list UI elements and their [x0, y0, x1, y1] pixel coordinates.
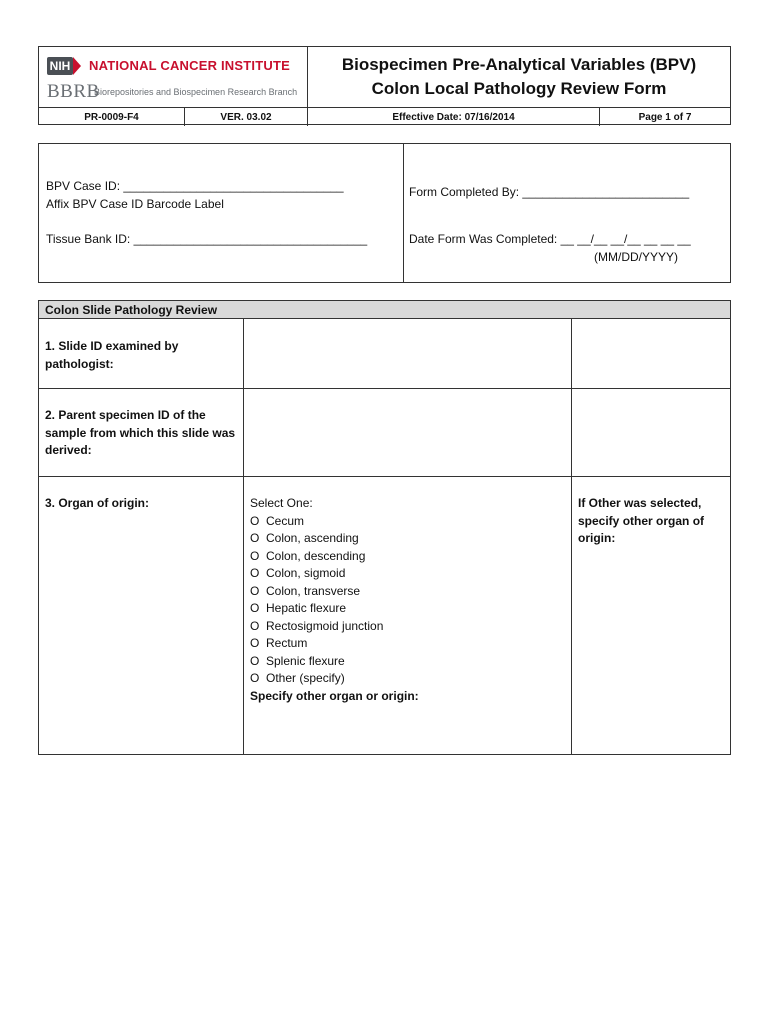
organ-option-cecum[interactable]: [250, 513, 565, 531]
info-divider: [403, 144, 404, 282]
bpv-case-id-field[interactable]: BPV Case ID: _________________________________: [46, 179, 344, 193]
doc-version: VER. 03.02: [185, 108, 308, 126]
tissue-bank-id-field[interactable]: Tissue Bank ID: ___________________________________: [46, 232, 368, 246]
slide-id-extra-cell[interactable]: [572, 319, 730, 388]
organ-options: [250, 495, 565, 705]
organ-option-other[interactable]: [250, 670, 565, 688]
radio-icon[interactable]: O: [250, 671, 260, 685]
organ-option-colon-transverse[interactable]: [250, 583, 565, 601]
title-line-1: Biospecimen Pre-Analytical Variables (BPV): [341, 55, 697, 74]
radio-icon[interactable]: O: [250, 636, 260, 650]
radio-icon[interactable]: O: [250, 531, 260, 545]
barcode-label-area: Affix BPV Case ID Barcode Label: [46, 197, 224, 211]
section-title: Colon Slide Pathology Review: [39, 301, 730, 319]
page-number: Page 1 of 7: [638, 111, 692, 123]
form-completed-by-field[interactable]: Form Completed By: _________________________: [409, 185, 690, 199]
bbrb-subtitle: Biorepositories and Biospecimen Research Branch: [94, 87, 298, 97]
q1-label: 1. Slide ID examined by pathologist:: [45, 339, 179, 371]
title-line-2: Colon Local Pathology Review Form: [371, 79, 667, 98]
specify-other-label: Specify other organ or origin:: [250, 688, 419, 703]
organ-option-colon-descending[interactable]: [250, 548, 565, 566]
q2-label: 2. Parent specimen ID of the sample from which this slide was derived:: [45, 408, 236, 457]
option-label: Rectum: [266, 636, 308, 650]
nci-name: NATIONAL CANCER INSTITUTE: [89, 58, 290, 73]
radio-icon[interactable]: O: [250, 513, 260, 528]
organ-option-colon-sigmoid[interactable]: [250, 565, 565, 583]
radio-icon[interactable]: O: [250, 653, 260, 668]
organ-option-hepatic-flexure[interactable]: [250, 600, 565, 618]
select-one-label: Select One:: [250, 496, 313, 510]
organ-option-rectosigmoid-junction[interactable]: [250, 618, 565, 636]
radio-icon[interactable]: O: [250, 566, 260, 580]
option-label: Splenic flexure: [266, 653, 345, 668]
slide-id-input[interactable]: [244, 319, 571, 388]
option-label: Colon, descending: [266, 548, 366, 563]
row-divider: [39, 476, 730, 477]
nci-logo: [39, 47, 308, 107]
doc-meta-row: [39, 107, 730, 126]
option-label: Other (specify): [266, 671, 345, 685]
organ-option-splenic-flexure[interactable]: [250, 653, 565, 671]
date-completed-field[interactable]: Date Form Was Completed: __ __/__ __/__ __ __ __: [409, 232, 691, 246]
form-header: [38, 46, 731, 125]
other-organ-note: If Other was selected, specify other organ of origin:: [578, 496, 705, 545]
nih-logo-box: NIH: [47, 57, 73, 75]
q3-label: 3. Organ of origin:: [45, 496, 149, 510]
case-info-box: [38, 143, 731, 283]
option-label: Hepatic flexure: [266, 601, 347, 615]
option-label: Rectosigmoid junction: [266, 618, 384, 633]
radio-icon[interactable]: O: [250, 583, 260, 598]
parent-specimen-id-input[interactable]: [244, 389, 571, 476]
option-label: Cecum: [266, 513, 305, 528]
date-format-hint: (MM/DD/YYYY): [594, 250, 678, 264]
parent-specimen-extra-cell[interactable]: [572, 389, 730, 476]
option-label: Colon, ascending: [266, 531, 359, 545]
option-label: Colon, sigmoid: [266, 566, 346, 580]
organ-option-rectum[interactable]: [250, 635, 565, 653]
organ-option-colon-ascending[interactable]: [250, 530, 565, 548]
radio-icon[interactable]: O: [250, 601, 260, 615]
option-label: Colon, transverse: [266, 583, 361, 598]
effective-date: Effective Date: 07/16/2014: [308, 108, 600, 126]
doc-id: PR-0009-F4: [39, 108, 185, 126]
nih-chevron-icon: [73, 57, 81, 75]
radio-icon[interactable]: O: [250, 618, 260, 633]
form-title: [308, 47, 730, 107]
radio-icon[interactable]: O: [250, 548, 260, 563]
slide-review-table: [38, 300, 731, 755]
bbrb-logo: BBRB: [47, 81, 100, 102]
